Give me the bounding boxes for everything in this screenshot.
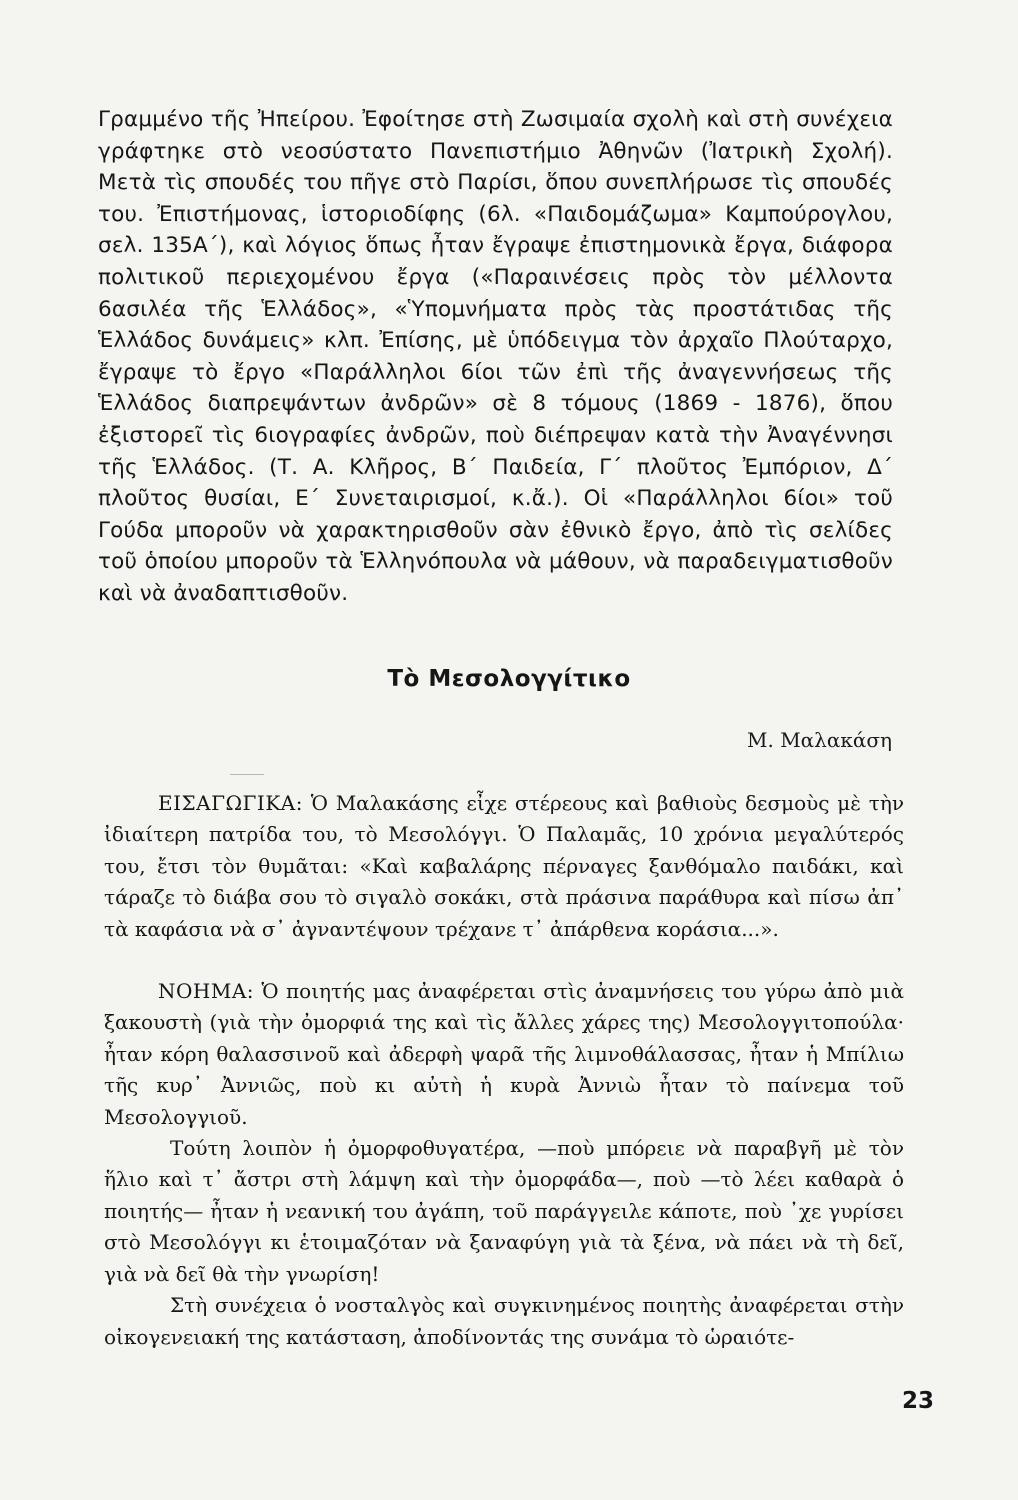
biography-paragraph: Γραμμένο τῆς Ἠπείρου. Ἐφοίτησε στὴ Ζωσιμαία σχολὴ καὶ στὴ συνέχεια γράφτηκε στὸ νεοσύστατο Πανεπιστήμιο Ἀθηνῶν (Ἰατρικὴ Σχολή). Μετὰ τὶς σπουδές του πῆγε στὸ Παρίσι, ὅπου συνεπλήρωσε τὶς σπουδές του. Ἐπιστήμονας, ἱστοριοδίφης (6λ. «Παιδομάζωμα» Καμπούρογλου, σελ. 135Α΄), καὶ λόγιος ὅπως ἦταν ἔγραψε ἐπιστημονικὰ ἔργα, διάφορα πολιτικοῦ περιεχομένου ἔργα («Παραινέσεις πρὸς τὸν μέλλοντα 6ασιλέα τῆς Ἑλλάδος», «Ὑπομνήματα πρὸς τὰς προστάτιδας τῆς Ἑλλάδος δυνάμεις» κλπ. Ἐπίσης, μὲ ὑπόδειγμα τὸν ἀρχαῖο Πλούταρχο, ἔγραψε τὸ ἔργο «Παράλληλοι 6ίοι τῶν ἐπὶ τῆς ἀναγεννήσεως τῆς Ἑλλάδος διαπρεψάντων ἀνδρῶν» σὲ 8 τόμους (1869 - 1876), ὅπου ἐξιστορεῖ τὶς 6ιογραφίες ἀνδρῶν, ποὺ διέπρεψαν κατὰ τὴν Ἀναγέννησι τῆς Ἑλλάδος. (Τ. Α. Κλῆρος, Β΄ Παιδεία, Γ΄ πλοῦτος Ἐμπόριον, Δ΄ πλοῦτος θυσίαι, Ε΄ Συνεταιρισμοί, κ.ἄ.). Οἱ «Παράλληλοι 6ίοι» τοῦ Γούδα μποροῦν νὰ χαρακτηρισθοῦν σὰν ἐθνικὸ ἔργο, ἀπὸ τὶς σελίδες τοῦ ὁποίου μποροῦν τὰ Ἑλληνόπουλα νὰ μάθουν, νὰ παραδειγματισθοῦν καὶ νὰ ἀναδαπτισθοῦν. (98, 107, 893, 606)
paragraph-three: Τούτη λοιπὸν ἡ ὀμορφοθυγατέρα, —ποὺ μπόρειε νὰ παραβγῆ μὲ τὸν ἥλιο καὶ τ᾽ ἄστρι στὴ λάμψη καὶ τὴν ὀμορφάδα—, ποὺ —τὸ λέει καθαρὰ ὁ ποιητής— ἦταν ἡ νεανική του ἀγάπη, τοῦ παράγγειλε κάποτε, ποὺ ᾽χε γυρίσει στὸ Μεσολόγγι κι ἑτοιμαζόταν νὰ ξαναφύγη γιὰ τὰ ξένα, νὰ πάει νὰ τὴ δεῖ, γιὰ νὰ δεῖ θὰ τὴν γνωρίση! (104, 1136, 904, 1286)
intro-label: ΕΙΣΑΓΩΓΙΚΑ: (158, 791, 303, 815)
page-number: 23 (901, 1388, 934, 1414)
commentary-section (104, 788, 904, 1353)
intro-text: Ὁ Μαλακάσης εἶχε στέρεους καὶ βαθιοὺς δεσμοὺς μὲ τὴν ἰδιαίτερη πατρίδα του, τὸ Μεσολόγγι. Ὁ Παλαμᾶς, 10 χρόνια μεγαλύτερός του, ἔτσι τὸν θυμᾶται: «Καὶ καβαλάρης πέρναγες ξανθόμαλο παιδάκι, καὶ τάραζε τὸ διάβα σου τὸ σιγαλὸ σοκάκι, στὰ πράσινα παράθυρα καὶ πίσω ἀπ᾽ τὰ καφάσια νὰ σ᾽ ἀγναντέψουν τρέχανε τ᾽ ἀπάρθενα κοράσια...». (104, 791, 904, 941)
poem-title: Τὸ Μεσολογγίτικο (387, 666, 631, 692)
poem-author: Μ. Μαλακάση (747, 728, 892, 752)
section-divider (230, 774, 264, 775)
paragraph-four: Στὴ συνέχεια ὁ νοσταλγὸς καὶ συγκινημένος ποιητὴς ἀναφέρεται στὴν οἰκογενειακή της κατάσταση, ἀποδίνοντάς της συνάμα τὸ ὡραιότε- (104, 1293, 904, 1349)
noima-text: Ὁ ποιητής μας ἀναφέρεται στὶς ἀναμνήσεις του γύρω ἀπὸ μιὰ ξακουστὴ (γιὰ τὴν ὀμορφιά της καὶ τὶς ἄλλες χάρες της) Μεσολογγιτοπούλα· ἦταν κόρη θαλασσινοῦ καὶ ἀδερφὴ ψαρᾶ τῆς λιμνοθάλασσας, ἦταν ἡ Μπίλιω τῆς κυρ᾽ Ἀννιῶς, ποὺ κι αὐτὴ ἡ κυρὰ Ἀννιὼ ἦταν τὸ παίνεμα τοῦ Μεσολογγιοῦ. (104, 979, 904, 1129)
intro-paragraph (104, 788, 904, 945)
noima-paragraph (104, 976, 904, 1133)
noima-label: ΝΟΗΜΑ: (158, 979, 254, 1004)
